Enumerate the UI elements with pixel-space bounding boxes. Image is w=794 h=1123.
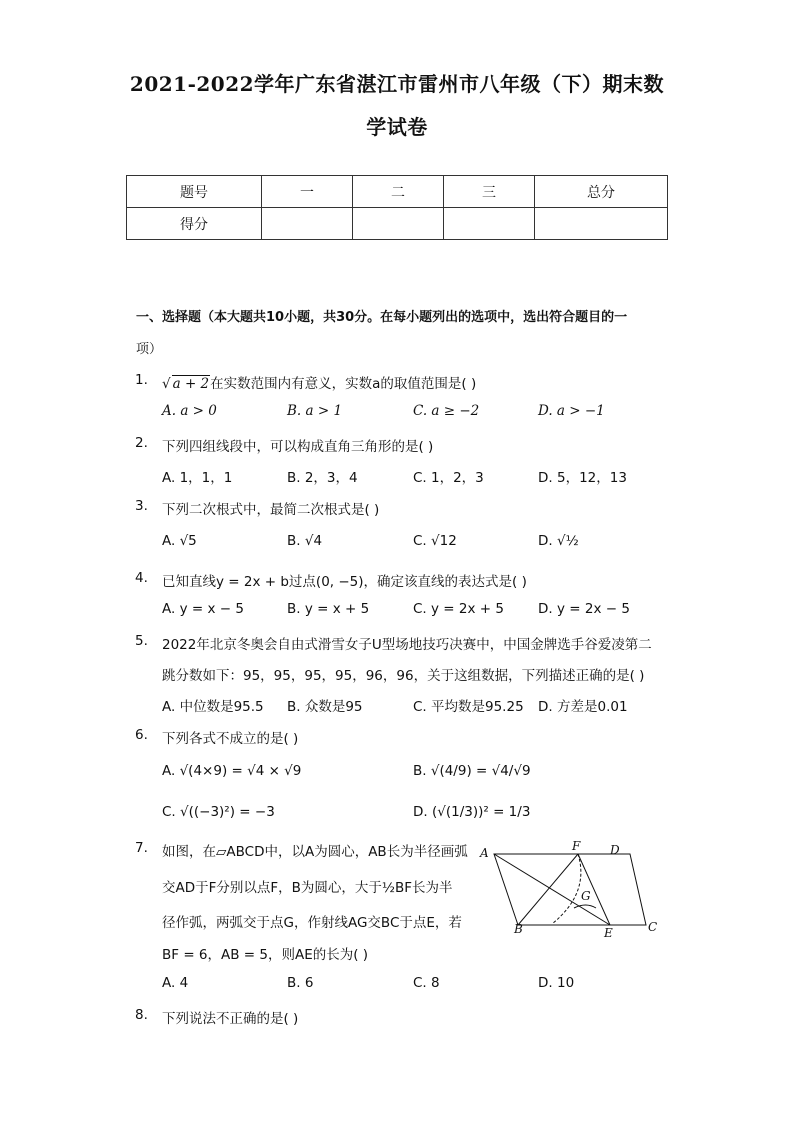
score-row-label: 得分 — [127, 208, 262, 240]
option-a[interactable]: A. √5 — [162, 533, 197, 549]
option-a[interactable]: A. a > 0 — [162, 403, 217, 419]
label-a: A — [480, 846, 489, 860]
option-b[interactable]: B. y = x + 5 — [287, 601, 370, 617]
option-c[interactable]: C. √12 — [413, 533, 457, 549]
option-b[interactable]: B. √4 — [287, 533, 323, 549]
question-number: 3. — [135, 498, 148, 514]
option-c[interactable]: C. √((−3)²) = −3 — [162, 804, 275, 820]
option-d[interactable]: D. 10 — [538, 975, 575, 991]
label-f: F — [572, 839, 581, 853]
score-header-cell: 三 — [444, 176, 535, 208]
score-cell[interactable] — [262, 208, 353, 240]
option-c[interactable]: C. 平均数是95.25 — [413, 699, 524, 715]
score-header-cell: 题号 — [127, 176, 262, 208]
question-number: 8. — [135, 1007, 148, 1023]
option-c[interactable]: C. 1，2，3 — [413, 470, 484, 486]
option-b[interactable]: B. √(4/9) = √4/√9 — [413, 763, 531, 779]
option-b[interactable]: B. a > 1 — [287, 403, 343, 419]
score-header-cell: 一 — [262, 176, 353, 208]
radicand: a + 2 — [172, 376, 210, 392]
option-d[interactable]: D. 5，12，13 — [538, 470, 627, 486]
option-a[interactable]: A. 4 — [162, 975, 189, 991]
option-c[interactable]: C. y = 2x + 5 — [413, 601, 504, 617]
question-stem-line4: BF = 6，AB = 5，则AE的长为( ) — [162, 947, 369, 963]
score-table — [126, 175, 668, 240]
question-stem-line3: 径作弧，两弧交于点G，作射线AG交BC于点E，若 — [162, 915, 462, 931]
label-g: G — [581, 889, 591, 903]
score-header-cell: 二 — [353, 176, 444, 208]
option-b[interactable]: B. 2，3，4 — [287, 470, 358, 486]
page-title-line2: 学试卷 — [366, 115, 428, 139]
option-a[interactable]: A. 1，1，1 — [162, 470, 233, 486]
label-d: D — [610, 843, 620, 857]
label-b: B — [514, 922, 523, 936]
option-d[interactable]: D. (√(1/3))² = 1/3 — [413, 804, 531, 820]
option-c[interactable]: C. a ≥ −2 — [413, 403, 480, 419]
score-cell[interactable] — [444, 208, 535, 240]
option-b[interactable]: B. 众数是95 — [287, 699, 363, 715]
question-number: 4. — [135, 570, 148, 586]
question-stem: 下列四组线段中，可以构成直角三角形的是( ) — [162, 439, 434, 455]
question-number: 7. — [135, 840, 148, 856]
arc-bf — [552, 854, 581, 924]
score-cell[interactable] — [353, 208, 444, 240]
option-b[interactable]: B. 6 — [287, 975, 314, 991]
question-stem: √ a + 2在实数范围内有意义，实数a的取值范围是( ) — [162, 376, 477, 392]
option-a[interactable]: A. y = x − 5 — [162, 601, 244, 617]
option-d[interactable]: D. y = 2x − 5 — [538, 601, 630, 617]
ray-ag — [494, 854, 610, 925]
option-a[interactable]: A. √(4×9) = √4 × √9 — [162, 763, 302, 779]
parallelogram-figure — [478, 838, 668, 940]
question-stem-line2: 交AD于F分别以点F，B为圆心，大于½BF长为半 — [162, 880, 453, 896]
question-stem-line1: 2022年北京冬奥会自由式滑雪女子U型场地技巧决赛中，中国金牌选手谷爱凌第二 — [162, 637, 652, 653]
option-d[interactable]: D. 方差是0.01 — [538, 699, 628, 715]
option-a[interactable]: A. 中位数是95.5 — [162, 699, 264, 715]
score-table-value-row — [127, 208, 668, 240]
option-c[interactable]: C. 8 — [413, 975, 440, 991]
page-title-line1: 2021-2022学年广东省湛江市雷州市八年级（下）期末数 — [129, 72, 665, 96]
question-number: 6. — [135, 727, 148, 743]
question-stem: 下列二次根式中，最简二次根式是( ) — [162, 502, 380, 518]
question-number: 5. — [135, 633, 148, 649]
question-stem: 下列各式不成立的是( ) — [162, 731, 299, 747]
score-header-cell: 总分 — [535, 176, 668, 208]
question-stem: 下列说法不正确的是( ) — [162, 1011, 299, 1027]
section-heading-line1: 一、选择题（本大题共10小题，共30分。在每小题列出的选项中，选出符合题目的一 — [136, 310, 628, 325]
label-c: C — [648, 920, 658, 934]
question-stem-line1: 如图，在▱ABCD中，以A为圆心，AB长为半径画弧 — [162, 844, 468, 860]
question-number: 1. — [135, 372, 148, 388]
score-table-header-row — [127, 176, 668, 208]
parallelogram-abcd — [494, 854, 646, 925]
section-heading-line2: 项） — [136, 342, 163, 357]
option-d[interactable]: D. √½ — [538, 533, 579, 549]
option-d[interactable]: D. a > −1 — [538, 403, 605, 419]
question-stem: 已知直线y = 2x + b过点(0, −5)，确定该直线的表达式是( ) — [162, 574, 527, 590]
segment-bf — [518, 854, 578, 925]
score-cell[interactable] — [535, 208, 668, 240]
question-stem-line2: 跳分数如下：95，95，95，95，96，96，关于这组数据，下列描述正确的是( ) — [162, 668, 645, 684]
question-number: 2. — [135, 435, 148, 451]
question-stem-text: 在实数范围内有意义，实数a的取值范围是( ) — [210, 376, 477, 392]
label-e: E — [604, 926, 613, 940]
